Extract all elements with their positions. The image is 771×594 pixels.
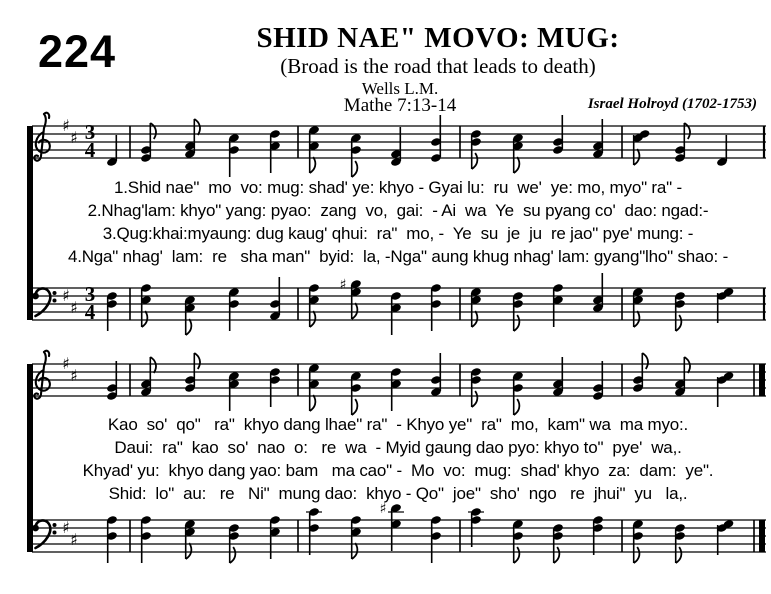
verse-line: Kao so' qo" ra" khyo dang lhae" ra" - Khyo ye" ra" mo, kam" wa ma myo:.	[107, 415, 689, 434]
sharp-icon: ♯	[70, 128, 78, 147]
eighth-flag	[186, 543, 192, 559]
sharp-icon: ♯	[62, 518, 70, 537]
treble-staff-system-1	[28, 106, 768, 178]
scripture-reference: Mathe 7:13-14	[343, 95, 457, 116]
eighth-flag	[472, 311, 478, 327]
verse-line: 1.Shid nae" mo vo: mug: shad' ye: khyo - Gyai lu: ru we' ye: mo, myo" ra" -	[114, 178, 682, 197]
hymn-title: SHID NAE" MOVO: MUG:	[256, 22, 620, 54]
hymn-subtitle: (Broad is the road that leads to death)	[280, 54, 596, 78]
final-barline	[759, 364, 765, 396]
sharp-icon: ♯	[62, 286, 70, 305]
eighth-flag	[634, 149, 640, 165]
eighth-flag	[352, 543, 358, 559]
bass-staff-system-2	[28, 500, 768, 572]
eighth-flag	[676, 547, 682, 563]
sharp-icon: ♯	[70, 298, 78, 317]
composer-credit: Israel Holroyd (1702-1753)	[587, 96, 757, 112]
eighth-flag	[634, 547, 640, 563]
hymn-number: 224	[38, 26, 117, 77]
final-barline	[759, 520, 765, 552]
treble-clef-icon	[34, 351, 50, 399]
time-signature: 4	[84, 138, 96, 162]
eighth-flag	[352, 303, 358, 319]
eighth-flag	[310, 395, 316, 411]
sharp-icon: ♯	[70, 366, 78, 385]
eighth-flag	[642, 353, 648, 369]
time-signature: 3	[84, 282, 96, 306]
eighth-flag	[514, 157, 520, 173]
eighth-flag	[514, 547, 520, 563]
eighth-flag	[634, 311, 640, 327]
eighth-flag	[150, 357, 156, 373]
eighth-flag	[310, 311, 316, 327]
verse-line: Shid: lo" au: re Ni" mung dao: khyo - Qo" joe" sho' ngo re jhui" yu la,.	[108, 484, 688, 503]
eighth-flag	[514, 315, 520, 331]
sharp-icon: ♯	[70, 530, 78, 549]
bass-staff-1-svg	[28, 268, 768, 340]
eighth-flag	[230, 547, 236, 563]
accidental-sharp-icon: ♯	[339, 277, 347, 293]
eighth-flag	[676, 315, 682, 331]
verse-line: Daui: ra" kao so' nao o: re wa - Myid gaung dao pyo: khyo to" pye' wa,.	[114, 438, 682, 457]
treble-clef-icon	[34, 113, 50, 161]
eighth-flag	[194, 119, 200, 135]
eighth-flag	[684, 357, 690, 373]
bass-staff-system-1	[28, 268, 768, 340]
eighth-flag	[194, 353, 200, 369]
eighth-flag	[472, 153, 478, 169]
sharp-icon: ♯	[62, 354, 70, 373]
tune-name: Wells L.M.	[361, 79, 439, 98]
eighth-flag	[186, 319, 192, 335]
lyrics-block-system-1	[28, 176, 768, 268]
treble-staff-2-svg	[28, 344, 768, 416]
eighth-flag	[352, 161, 358, 177]
eighth-flag	[310, 157, 316, 173]
eighth-flag	[142, 311, 148, 327]
verse-line: Khyad' yu: khyo dang yao: bam ma cao" - Mo vo: mug: shad' khyo za: dam: ye".	[82, 461, 714, 480]
verse-line: 4.Nga" nhag' lam: re sha man" byid: la, -Nga" aung khug nhag' lam: gyang"lho" shao: -	[67, 247, 729, 266]
verse-line: 3.Qug:khai:myaung: dug kaug' qhui: ra" mo, - Ye su je ju re jao" pye' mung: -	[102, 224, 694, 243]
treble-staff-1-svg	[28, 106, 768, 178]
time-signature: 3	[84, 120, 96, 144]
time-signature: 4	[84, 300, 96, 324]
accidental-sharp-icon: ♯	[379, 501, 387, 517]
eighth-flag	[554, 547, 560, 563]
sharp-icon: ♯	[62, 116, 70, 135]
bass-staff-2-svg	[28, 500, 768, 572]
lyrics-block-system-2	[28, 413, 768, 505]
eighth-flag	[472, 391, 478, 407]
verse-line: 2.Nhag'lam: khyo" yang: pyao: zang vo, gai: - Ai wa Ye su pyang co' dao: ngad:-	[87, 201, 709, 220]
treble-staff-system-2	[28, 344, 768, 416]
